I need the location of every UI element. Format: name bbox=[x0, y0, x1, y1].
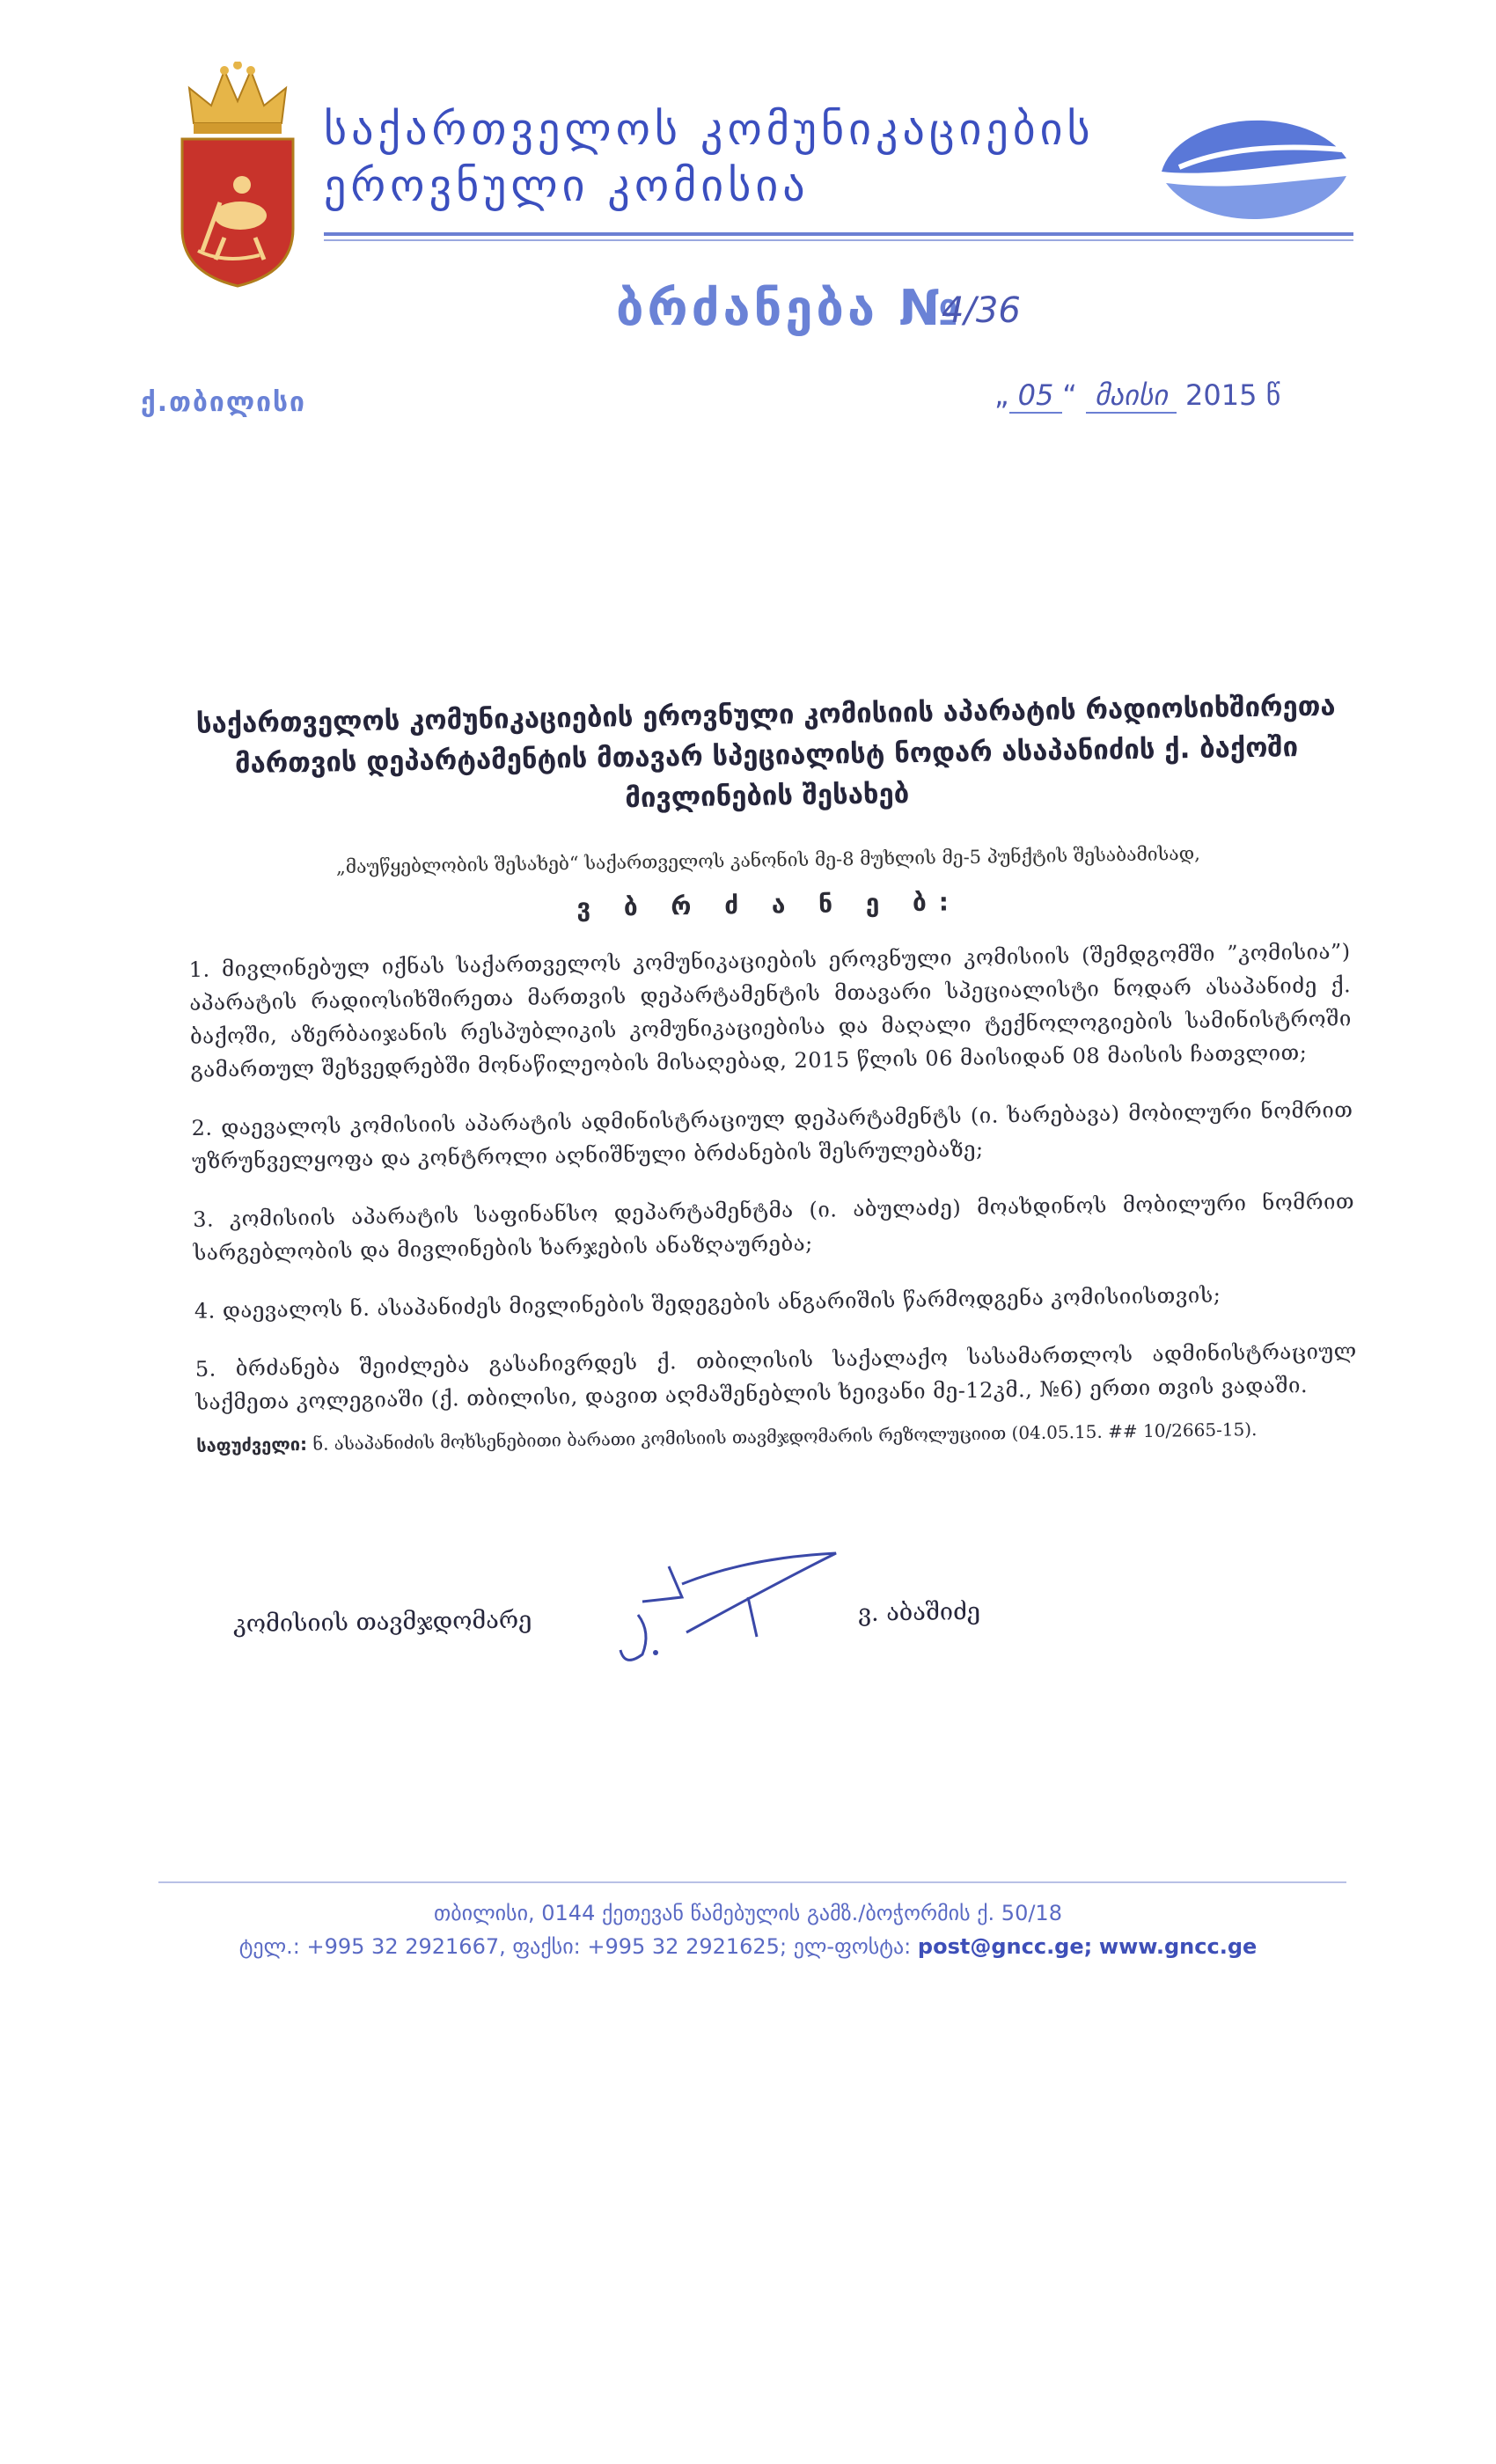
legal-basis: „მაუწყებლობის შესახებ“ საქართველოს კანონის მე-8 მუხლის მე-5 პუნქტის შესაბამისად, bbox=[335, 842, 1200, 878]
footer-contacts bbox=[0, 1934, 1496, 1959]
organization-name-line1: საქართველოს კომუნიკაციების bbox=[324, 104, 1095, 155]
document-heading bbox=[185, 686, 1348, 825]
signatory-title: კომისიის თავმჯდომარე bbox=[232, 1606, 532, 1639]
order-date bbox=[994, 378, 1280, 412]
footer-phone: ტელ.: +995 32 2921667, bbox=[238, 1934, 506, 1959]
document-body bbox=[185, 686, 1358, 1456]
decree-word: ვ ბ რ ძ ა ნ ე ბ: bbox=[576, 887, 962, 923]
organization-name-line2: ეროვნული კომისია bbox=[324, 160, 810, 211]
date-year: 2015 bbox=[1185, 378, 1258, 412]
footer-rule bbox=[158, 1881, 1346, 1883]
footer-address: თბილისი, 0144 ქეთევან წამებულის გამზ./ბოჭორმის ქ. 50/18 bbox=[434, 1901, 1062, 1925]
date-close-quote: “ bbox=[1062, 378, 1077, 412]
order-number: 4/36 bbox=[942, 290, 1021, 331]
heading-line-2: მართვის დეპარტამენტის მთავარ სპეციალისტ ნოდარ ასაპანიძის ქ. ბაქოში bbox=[234, 731, 1299, 781]
basis-text: ნ. ასაპანიძის მოხსენებითი ბარათი კომისიის თავმჯდომარის რეზოლუციით (04.05.15. ## 10/2665-15). bbox=[312, 1418, 1258, 1455]
gncc-logo bbox=[1144, 106, 1355, 238]
order-item-1: 1. მივლინებულ იქნას საქართველოს კომუნიკაციების ეროვნული კომისიის (შემდგომში ”კომისია”) აპარატის რადიოსიხშირეთა მართვის დეპარტამენტის მთავარი სპეციალისტი ნოდარ ასაპანიძე ქ. ბაქოში, აზერბაიჯანის რესპუბლიკის კომუნიკაციებისა და მაღალი ტექნოლოგიების სამინისტროში გამართულ შეხვედრებში მონაწილეობის მისაღებად, 2015 წლის 06 მაისიდან 08 მაისის ჩათვლით; bbox=[188, 939, 1352, 1082]
header-rule-thin bbox=[324, 239, 1353, 241]
footer-website-link[interactable]: www.gncc.ge bbox=[1098, 1934, 1258, 1959]
order-item-2: 2. დაევალოს კომისიის აპარატის ადმინისტრაციულ დეპარტამენტს (ი. ხარებავა) მობილური ნომრით უზრუნველყოფა და კონტროლი აღნიშნული ბრძანების შესრულებაზე; bbox=[191, 1097, 1353, 1174]
date-year-suffix: წ bbox=[1265, 378, 1281, 412]
date-open-quote: „ bbox=[994, 378, 1009, 412]
date-month: მაისი bbox=[1086, 378, 1177, 414]
order-item-4: 4. დაევალოს ნ. ასაპანიძეს მივლინების შედეგების ანგარიშის წარმოდგენა კომისიისთვის; bbox=[194, 1282, 1221, 1324]
order-item-5: 5. ბრძანება შეიძლება გასაჩივრდეს ქ. თბილისის საქალაქო სასამართლოს ადმინისტრაციულ საქმეთა კოლეგიაში (ქ. თბილისი, დავით აღმაშენებლის ხეივანი მე-12კმ., №6) ერთი თვის ვადაში. bbox=[194, 1338, 1357, 1415]
order-item-3: 3. კომისიის აპარატის საფინანსო დეპარტამენტმა (ი. აბულაძე) მოახდინოს მობილური ნომრით სარგებლობის და მივლინების ხარჯების ანაზღაურება; bbox=[192, 1189, 1355, 1265]
basis-note bbox=[196, 1417, 1358, 1456]
date-day: 05 bbox=[1009, 378, 1063, 414]
heading-line-1: საქართველოს კომუნიკაციების ეროვნული კომისიის აპარატის რადიოსიხშირეთა bbox=[195, 690, 1336, 740]
coat-of-arms-seal bbox=[172, 62, 304, 290]
footer-email-label: ელ-ფოსტა: bbox=[793, 1934, 912, 1959]
basis-label: საფუძველი: bbox=[196, 1433, 308, 1456]
footer-email-link[interactable]: post@gncc.ge; bbox=[917, 1934, 1093, 1959]
footer-fax: ფაქსი: +995 32 2921625; bbox=[512, 1934, 788, 1959]
header-rule bbox=[324, 232, 1353, 236]
handwritten-signature bbox=[616, 1549, 854, 1672]
signatory-name: ვ. აბაშიძე bbox=[857, 1598, 981, 1627]
city-label: ქ.თბილისი bbox=[141, 387, 306, 418]
order-title: ბრძანება № bbox=[616, 280, 962, 337]
heading-line-3: მივლინების შესახებ bbox=[625, 778, 910, 815]
